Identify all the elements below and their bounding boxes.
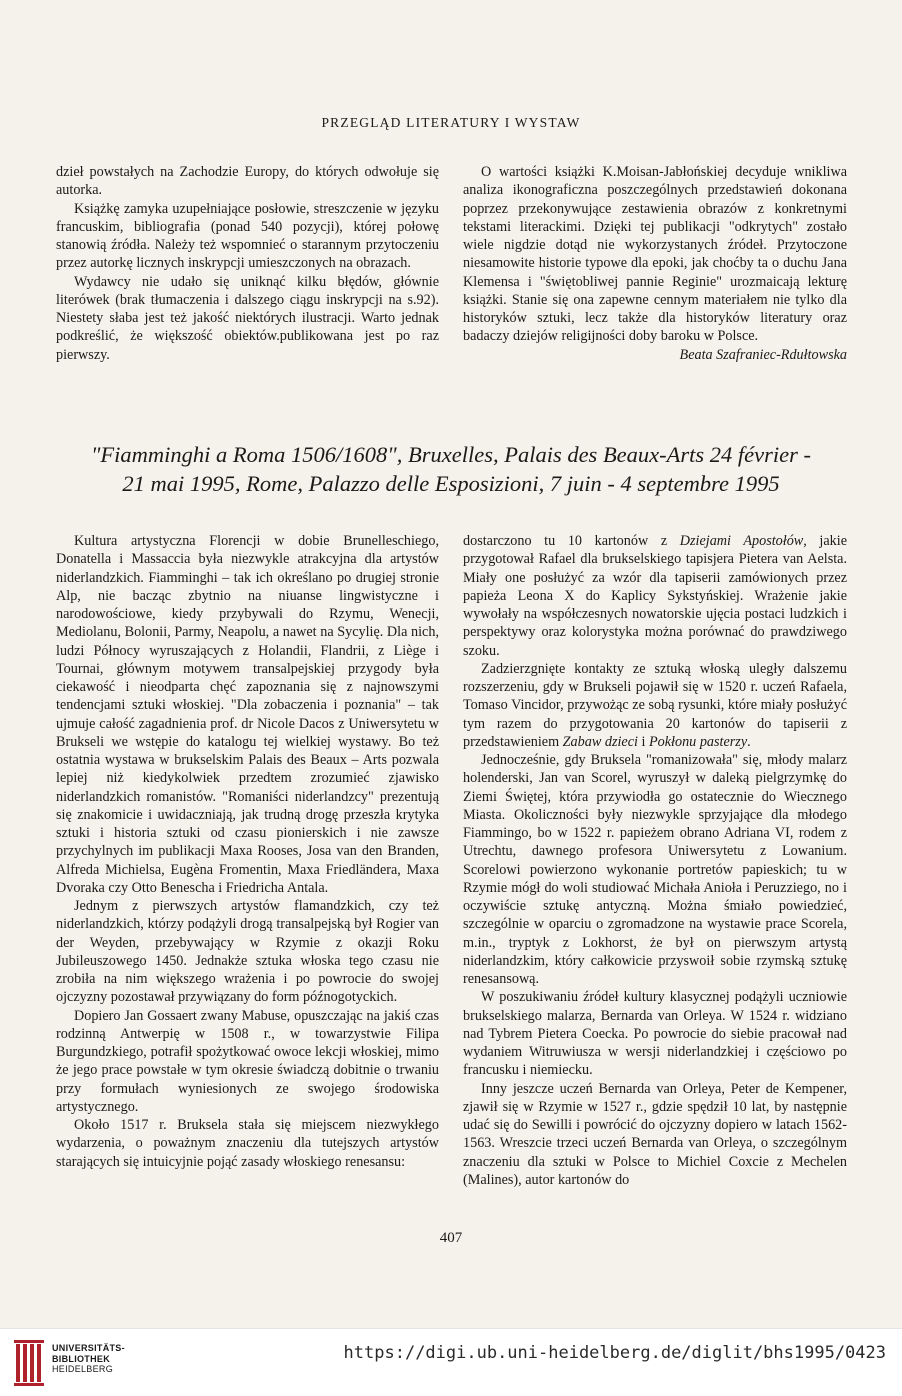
paragraph: W poszukiwaniu źródeł kultury klasycznej podążyli uczniowie brukselskiego malarza, Bernarda van Orleya. W 1524 r. widziano nad Tybrem Pietera Coecka. Po powrocie do siebie pracował nad wydaniem Witruwiusza w wersji niderlandzkiej i częściowo po francusku i niemiecku. [463,989,847,1079]
logo-line: UNIVERSITÄTS- [52,1343,125,1353]
text-run: Zadzierzgnięte kontakty ze sztuką włoską uległy dalszemu rozszerzeniu, gdy w Brukseli pojawił się w 1520 r. uczeń Rafaela, Tomaso Vincidor, przywożąc ze sobą rysunki, które miały posłużyć tym razem do przygotowania 20 kartonów do tapiserii z przedstawieniem [463,660,847,750]
paragraph: Książkę zamyka uzupełniające posłowie, streszczenie w języku francuskim, bibliografia (ponad 540 pozycji), której połowę stanowią źródła. Należy też wspomnieć o starannym przytoczeniu przez autorkę licznych inskrypcji umieszczonych na obrazach. [56,200,439,272]
text-run: , jakie przygotował Rafael dla brukselskiego tapisjera Pietera van Aelsta. Miały one posłużyć za wzór dla tapiserii zamówionych przez papieża Leona X do Kaplicy Sykstyńskiej. Wrażenie jakie wywołały na współczesnych nowatorskie ujęcia postaci ludzkich i perspektywy oraz kolorystyka można porównać do prawdziwego szoku. [463,533,847,659]
paragraph [463,660,847,751]
paragraph: Jednym z pierwszych artystów flamandzkich, czy też niderlandzkich, którzy podążyli drogą transalpejską był Rogier van der Weyden, przebywający w Rzymie z okazji Roku Jubileuszowego 1450. Jednakże sztuka włoska tego czasu nie zrobiła na nim większego wrażenia i po powrocie do swojej ojczyzny pozostawał przywiązany do form późnogotyckich. [56,898,439,1006]
top-right-column [463,163,847,364]
article-heading [60,440,842,498]
text-run: dostarczono tu 10 kartonów z [463,533,680,549]
library-logo[interactable] [14,1338,144,1388]
paragraph: O wartości książki K.Moisan-Jabłońskiej decyduje wnikliwa analiza ikonograficzna poszczególnych przedstawień dokonana poprzez przekonywujące zestawienia obrazów z konkretnymi tekstami literackimi. Dzięki tej publikacji "odkrytych" zostało wiele nigdzie dotąd nie wykorzystanych źródeł. Przytoczone niesamowite historie typowe dla epoki, jak choćby ta o duchu Jana Klemensa i "świętobliwej pannie Reginie" urozmaicają lekturę książki. Stanie się ona zapewne cennym materiałem nie tylko dla historyków sztuki, lecz także dla historyków literatury oraz badaczy dziejów religijności doby baroku w Polsce. [463,164,847,345]
paragraph: Wydawcy nie udało się uniknąć kilku błędów, głównie literówek (brak tłumaczenia i dalszego ciągu inskrypcji na s.92). Niestety słaba jest też jakość niektórych ilustracji. Warto jednak podkreślić, że większość obiektów.publikowana jest po raz pierwszy. [56,273,439,363]
paragraph: Kultura artystyczna Florencji w dobie Brunelleschiego, Donatella i Massaccia była niezwykle atrakcyjna dla artystów niderlandzkich. Fiamminghi – tak ich określano po drugiej stronie Alp, nie bacząc zbytnio na niuanse lingwistyczne i narodowościowe, kiedy przybywali do Rzymu, Wenecji, Mediolanu, Bolonii, Parmy, Neapolu, a nawet na Sycylię. Dla nich, ludzi Północy wyruszających z Holandii, Flandrii, z Liège i Tournai, głównym motywem transalpejskiej przygody była ciekawość i nieodparta chęć zapoznania się z najnowszymi tendencjami sztuki włoskiej. "Dla zobaczenia i poznania" – tak ujmuje całość zagadnienia prof. dr Nicole Dacos z Uniwersytetu w Brukseli we wstępie do katalogu tej wielkiej wystawy. Bo też ostatnia wystawa w brukselskim Palais des Beaux – Arts pozwala lepiej niż kiedykolwiek przedtem zrozumieć zjawisko niderlandzkich romanistów. "Romaniści niderlandzcy" prezentują się znakomicie i uwidaczniają, jak trudną drogę przeszła krytyka sztuki i historia sztuki od czasu pionierskich i nie zawsze przychylnych im publikacji Maxa Rooses, Josa van den Branden, Alfreda Michielsa, Eugèna Fromentin, Maxa Friedländera, Maxa Dvoraka czy Otto Benescha i Friedricha Antala. [56,533,439,896]
paragraph: Około 1517 r. Bruksela stała się miejscem niezwykłego wydarzenia, o poważnym znaczeniu dla tutejszych artystów starających się intuicyjnie pojąć zasady włoskiego renesansu: [56,1117,439,1170]
paragraph: Inny jeszcze uczeń Bernarda van Orleya, Peter de Kempener, zjawił się w Rzymie w 1527 r., gdzie spędził 10 lat, by następnie udać się do Sewilli i powrócić do ojczyzny dopiero w latach 1562-1563. Wreszcie trzeci uczeń Bernarda van Orleya, o szczególnym znaczeniu dla sztuki w Polsce to Michiel Coxcie z Mechelen (Malines), autor kartonów do [463,1080,847,1188]
bottom-right-column [463,532,847,1189]
italic-title: Pokłonu pasterzy [649,733,748,750]
running-head: PRZEGLĄD LITERATURY I WYSTAW [321,115,581,130]
logo-line: BIBLIOTHEK [52,1353,110,1364]
page-number: 407 [439,1230,463,1246]
library-logo-text [52,1343,125,1375]
viewer-footer [0,1328,902,1396]
heading-line-2: 21 mai 1995, Rome, Palazzo delle Esposizioni, 7 juin - 4 septembre 1995 [122,471,780,496]
bottom-left-column [56,532,439,1171]
permalink-url[interactable]: https://digi.ub.uni-heidelberg.de/diglit/bhs1995/0423 [343,1343,886,1363]
text-run: i [637,733,649,750]
italic-title: Zabaw dzieci [562,733,638,750]
top-left-column [56,163,439,364]
paragraph [463,532,847,660]
paragraph: Dopiero Jan Gossaert zwany Mabuse, opuszczając na jakiś czas rodzinną Antwerpię w 1508 r., w towarzystwie Filipa Burgundzkiego, potrafił spożytkować owoce lekcji włoskiej, mimo że jego prace powstałe w tym okresie świadczą dobitnie o trwaniu przy formułach wyniesionych ze swojego środowiska artystycznego. [56,1007,439,1115]
italic-title: Dziejami Apostołów [679,533,804,549]
library-logo-icon [14,1340,44,1386]
paragraph: Jednocześnie, gdy Bruksela "romanizowała" się, młody malarz holenderski, Jan van Scorel, wyruszył w daleką pielgrzymkę do Ziemi Świętej, która przywiodła go ostatecznie do Wiecznego Miasta. Okoliczności były niezwykle sprzyjające dla młodego Fiammingo, bo w 1522 r. papieżem obrano Adriana VI, rodem z Utrechtu, dawnego profesora Uniwersytetu z Lowanium. Scorelowi powierzono wykonanie portretów papieskich; tu w Rzymie mógł do woli studiować Michała Anioła i Peruzziego, no i oczywiście sztukę antyczną. Można śmiało powiedzieć, szczególnie w oparciu o zgromadzone na wystawie prace Scorela, m.in., tryptyk z Lokhorst, że był on pierwszym artystą niderlandzkim, który całkowicie przyswoił sobie rzymską sztukę renesansową. [463,752,847,987]
paragraph: dzieł powstałych na Zachodzie Europy, do których odwołuje się autorka. [56,164,439,199]
heading-line-1: "Fiamminghi a Roma 1506/1608", Bruxelles, Palais des Beaux-Arts 24 février - [90,442,812,467]
review-signature: Beata Szafraniec-Rdułtowska [679,346,847,363]
text-run: . [747,733,751,750]
logo-line: HEIDELBERG [52,1364,114,1374]
